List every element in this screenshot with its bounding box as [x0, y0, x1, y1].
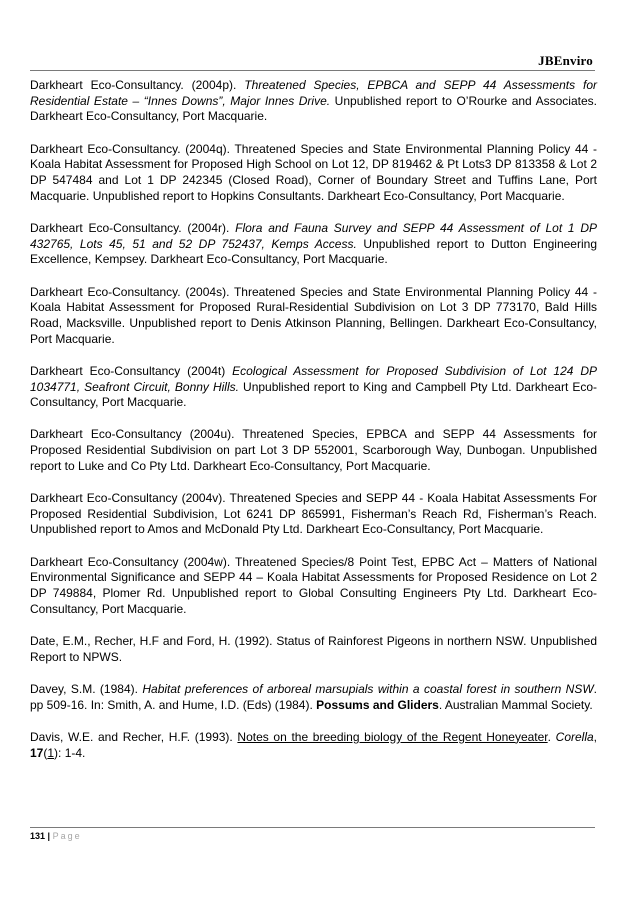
- reference-text: Ecological Assessment for Proposed Subdivision of Lot 124 DP 1034771, Seafront Circuit, Bonny Hills.: [30, 363, 598, 394]
- reference-text: Darkheart Eco-Consultancy. (2004p).: [30, 78, 245, 92]
- reference-entry: [30, 221, 597, 268]
- reference-entry: [30, 730, 597, 761]
- page-footer: [30, 827, 595, 841]
- reference-entry: [30, 491, 597, 538]
- reference-text: Corella: [555, 729, 594, 744]
- reference-entry: [30, 364, 597, 411]
- page-label: Page: [52, 831, 82, 841]
- reference-text: Darkheart Eco-Consultancy (2004w). Threatened Species/8 Point Test, EPBC Act – Matters of National Environmental Significance and SEPP 44 – Koala Habitat Assessments for Proposed Residence on Lot 2 DP 749884, Plomer Rd. Unpublished report to Global Consulting Engineers Pty Ltd. Darkheart Eco-Consultancy, Port Macquarie.: [30, 554, 597, 616]
- reference-entry: [30, 142, 597, 205]
- reference-text: 1: [47, 745, 55, 760]
- reference-text: Unpublished report to O’Rourke and Associates. Darkheart Eco-Consultancy, Port Macquarie.: [30, 93, 597, 124]
- page-separator: |: [45, 831, 53, 841]
- reference-text: . Australian Mammal Society.: [438, 697, 593, 712]
- reference-text: (: [43, 745, 48, 760]
- reference-text: Flora and Fauna Survey and SEPP 44 Assessment of Lot 1 DP 432765, Lots 45, 51 and 52 DP 752437, Kemps Access.: [30, 220, 598, 251]
- reference-text: Possums and Gliders: [316, 697, 439, 712]
- reference-text: Darkheart Eco-Consultancy (2004t): [30, 363, 233, 378]
- reference-text: Darkheart Eco-Consultancy. (2004q). Threatened Species and State Environmental Planning Policy 44 - Koala Habitat Assessment for Proposed High School on Lot 12, DP 819462 & Pt Lots3 DP 813358 & Lot 2 DP 547484 and Lot 1 DP 242345 (Closed Road), Corner of Boundary Street and Tuffins Lane, Port Macquarie. Unpublished report to Hopkins Consultants. Darkheart Eco-Consultancy, Port Macquarie.: [30, 141, 597, 203]
- reference-text: Darkheart Eco-Consultancy (2004u). Threatened Species, EPBCA and SEPP 44 Assessments for Proposed Residential Subdivision on part Lot 3 DP 552001, Scarborough Way, Dunbogan. Unpublished report to Luke and Co Pty Ltd. Darkheart Eco-Consultancy, Port Macquarie.: [30, 427, 597, 473]
- reference-text: Unpublished report to King and Campbell Pty Ltd. Darkheart Eco-Consultancy, Port Macquarie.: [30, 379, 598, 410]
- reference-text: 17: [30, 745, 44, 760]
- reference-text: Threatened Species, EPBCA and SEPP 44 Assessments for Residential Estate – “Innes Downs”, Major Innes Drive.: [30, 78, 597, 108]
- reference-entry: [30, 555, 597, 618]
- reference-entry: [30, 427, 597, 474]
- brand-logo-text: JBEnviro: [538, 53, 593, 68]
- reference-text: Darkheart Eco-Consultancy (2004v). Threatened Species and SEPP 44 - Koala Habitat Assessments For Proposed Residential Subdivision, Lot 6241 DP 865991, Fisherman’s Reach Rd, Fisherman’s Reach. Unpublished report to Amos and McDonald Pty Ltd. Darkheart Eco-Consultancy, Port Macquarie.: [30, 491, 597, 537]
- reference-entry: [30, 78, 597, 125]
- reference-list: [30, 78, 597, 778]
- reference-text: Davey, S.M. (1984).: [30, 681, 143, 696]
- reference-text: Davis, W.E. and Recher, H.F. (1993).: [30, 729, 238, 744]
- reference-text: Darkheart Eco-Consultancy. (2004r).: [30, 220, 236, 235]
- reference-text: Habitat preferences of arboreal marsupials within a coastal forest in southern NSW: [142, 681, 594, 696]
- reference-text: Darkheart Eco-Consultancy. (2004s). Threatened Species and State Environmental Planning Policy 44 - Koala Habitat Assessment for Proposed Rural-Residential Subdivision on Lot 3 DP 773170, Bald Hills Road, Macksville. Unpublished report to Denis Atkinson Planning, Bellingen. Darkheart Eco-Consultancy, Port Macquarie.: [30, 284, 597, 346]
- reference-text: . pp 509-16. In: Smith, A. and Hume, I.D. (Eds) (1984).: [30, 681, 597, 712]
- reference-text: ,: [593, 729, 598, 744]
- reference-text: Date, E.M., Recher, H.F and Ford, H. (1992). Status of Rainforest Pigeons in northern NSW. Unpublished Report to NPWS.: [30, 633, 597, 664]
- reference-text: ): 1-4.: [54, 745, 86, 760]
- reference-text: Notes on the breeding biology of the Regent Honeyeater: [237, 729, 548, 744]
- reference-text: .: [547, 729, 556, 744]
- reference-entry: [30, 634, 597, 665]
- page-header: [30, 52, 595, 71]
- reference-entry: [30, 285, 597, 348]
- reference-entry: [30, 682, 597, 713]
- page-number: 131: [30, 831, 46, 841]
- reference-text: Unpublished report to Dutton Engineering Excellence, Kempsey. Darkheart Eco-Consultancy, Port Macquarie.: [30, 236, 597, 267]
